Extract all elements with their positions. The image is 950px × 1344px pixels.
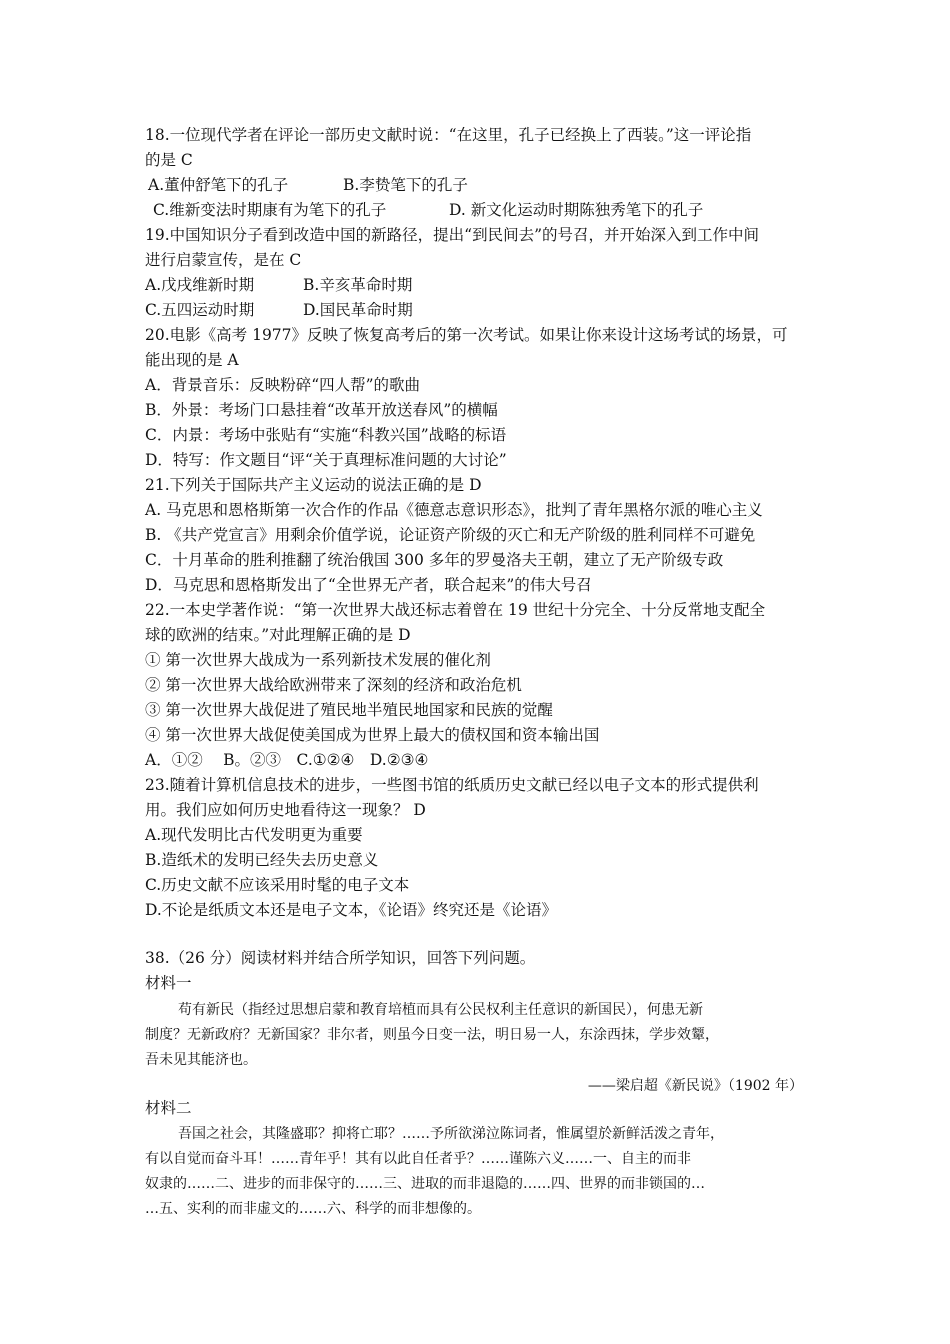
material1-label: 材料一 (145, 974, 192, 992)
q22-item-3: ③ 第一次世界大战促进了殖民地半殖民地国家和民族的觉醒 (145, 701, 553, 719)
q18-option-d: D. 新文化运动时期陈独秀笔下的孔子 (449, 201, 704, 219)
q23-stem-line1: 23.随着计算机信息技术的进步，一些图书馆的纸质历史文献已经以电子文本的形式提供利 (145, 776, 759, 794)
q20-stem-line2: 能出现的是 A (145, 351, 239, 369)
q21-option-b: B. 《共产党宣言》用剩余价值学说，论证资产阶级的灭亡和无产阶级的胜利同样不可避免 (145, 526, 756, 544)
q21-stem-line1: 21.下列关于国际共产主义运动的说法正确的是 D (145, 476, 482, 494)
q20-option-d: D．特写：作文题目“评“关于真理标准问题的大讨论” (145, 451, 507, 469)
q18-option-a: A.董仲舒笔下的孔子 (148, 176, 289, 194)
material1-source: ——梁启超《新民说》（1902 年） (587, 1078, 803, 1094)
q18-stem-line1: 18.一位现代学者在评论一部历史文献时说：“在这里，孔子已经换上了西装。”这一评论指 (145, 126, 752, 144)
q19-option-a: A.戊戌维新时期 (145, 276, 255, 294)
q20-option-c: C．内景：考场中张贴有“实施“科教兴国”战略的标语 (145, 426, 507, 444)
q19-option-b: B.辛亥革命时期 (303, 276, 413, 294)
q38-header: 38.（26 分）阅读材料并结合所学知识，回答下列问题。 (145, 949, 536, 967)
material2-line3: 奴隶的……二、进步的而非保守的……三、进取的而非退隐的……四、世界的而非锁国的… (145, 1176, 705, 1192)
material2-line4: …五、实利的而非虚文的……六、科学的而非想像的。 (145, 1201, 481, 1217)
material2-line1: 吾国之社会，其隆盛耶？抑将亡耶？……予所欲涕泣陈词者，惟属望於新鲜活泼之青年， (178, 1126, 724, 1142)
q22-item-4: ④ 第一次世界大战促使美国成为世界上最大的债权国和资本输出国 (145, 726, 600, 744)
material1-line3: 吾未见其能济也。 (145, 1052, 257, 1068)
q21-option-d: D．马克思和恩格斯发出了“全世界无产者，联合起来”的伟大号召 (145, 576, 592, 594)
q22-options: A．①② B。②③ C.①②④ D.②③④ (145, 751, 429, 769)
q23-option-a: A.现代发明比古代发明更为重要 (145, 826, 363, 844)
q22-stem-line1: 22.一本史学著作说：“第一次世界大战还标志着曾在 19 世纪十分完全、十分反常地支配全 (145, 601, 766, 619)
q19-stem-line1: 19.中国知识分子看到改造中国的新路径，提出“到民间去”的号召，并开始深入到工作中间 (145, 226, 760, 244)
q23-option-d: D.不论是纸质文本还是电子文本，《论语》终究还是《论语》 (145, 901, 558, 919)
q19-stem-line2: 进行启蒙宣传，是在 C (145, 251, 302, 269)
material1-line2: 制度？无新政府？无新国家？非尔者，则虽今日变一法，明日易一人，东涂西抹，学步效颦， (145, 1027, 719, 1043)
q20-option-b: B．外景：考场门口悬挂着“改革开放送春风”的横幅 (145, 401, 498, 419)
q19-option-c: C.五四运动时期 (145, 301, 255, 319)
q18-option-c: C.维新变法时期康有为笔下的孔子 (153, 201, 387, 219)
q22-item-2: ② 第一次世界大战给欧洲带来了深刻的经济和政治危机 (145, 676, 522, 694)
material2-line2: 有以自觉而奋斗耳！……青年乎！其有以此自任者乎？……谨陈六义……一、自主的而非 (145, 1151, 691, 1167)
q18-option-b: B.李贽笔下的孔子 (343, 176, 468, 194)
q23-stem-line2: 用。我们应如何历史地看待这一现象？ D (145, 801, 426, 819)
q22-stem-line2: 球的欧洲的结束。”对此理解正确的是 D (145, 626, 411, 644)
q23-option-c: C.历史文献不应该采用时髦的电子文本 (145, 876, 410, 894)
material2-label: 材料二 (145, 1099, 192, 1117)
q19-option-d: D.国民革命时期 (303, 301, 413, 319)
q23-option-b: B.造纸术的发明已经失去历史意义 (145, 851, 379, 869)
material1-line1: 苟有新民（指经过思想启蒙和教育培植而具有公民权利主任意识的新国民），何患无新 (178, 1002, 703, 1018)
q21-option-a: A. 马克思和恩格斯第一次合作的作品《德意志意识形态》，批判了青年黑格尔派的唯心主义 (145, 501, 763, 519)
q20-option-a: A．背景音乐：反映粉碎“四人帮”的歌曲 (145, 376, 421, 394)
q22-item-1: ① 第一次世界大战成为一系列新技术发展的催化剂 (145, 651, 491, 669)
q20-stem-line1: 20.电影《高考 1977》反映了恢复高考后的第一次考试。如果让你来设计这场考试的场景，可 (145, 326, 788, 344)
q18-stem-line2: 的是 C (145, 151, 193, 169)
q21-option-c: C．十月革命的胜利推翻了统治俄国 300 多年的罗曼洛夫王朝，建立了无产阶级专政 (145, 551, 724, 569)
